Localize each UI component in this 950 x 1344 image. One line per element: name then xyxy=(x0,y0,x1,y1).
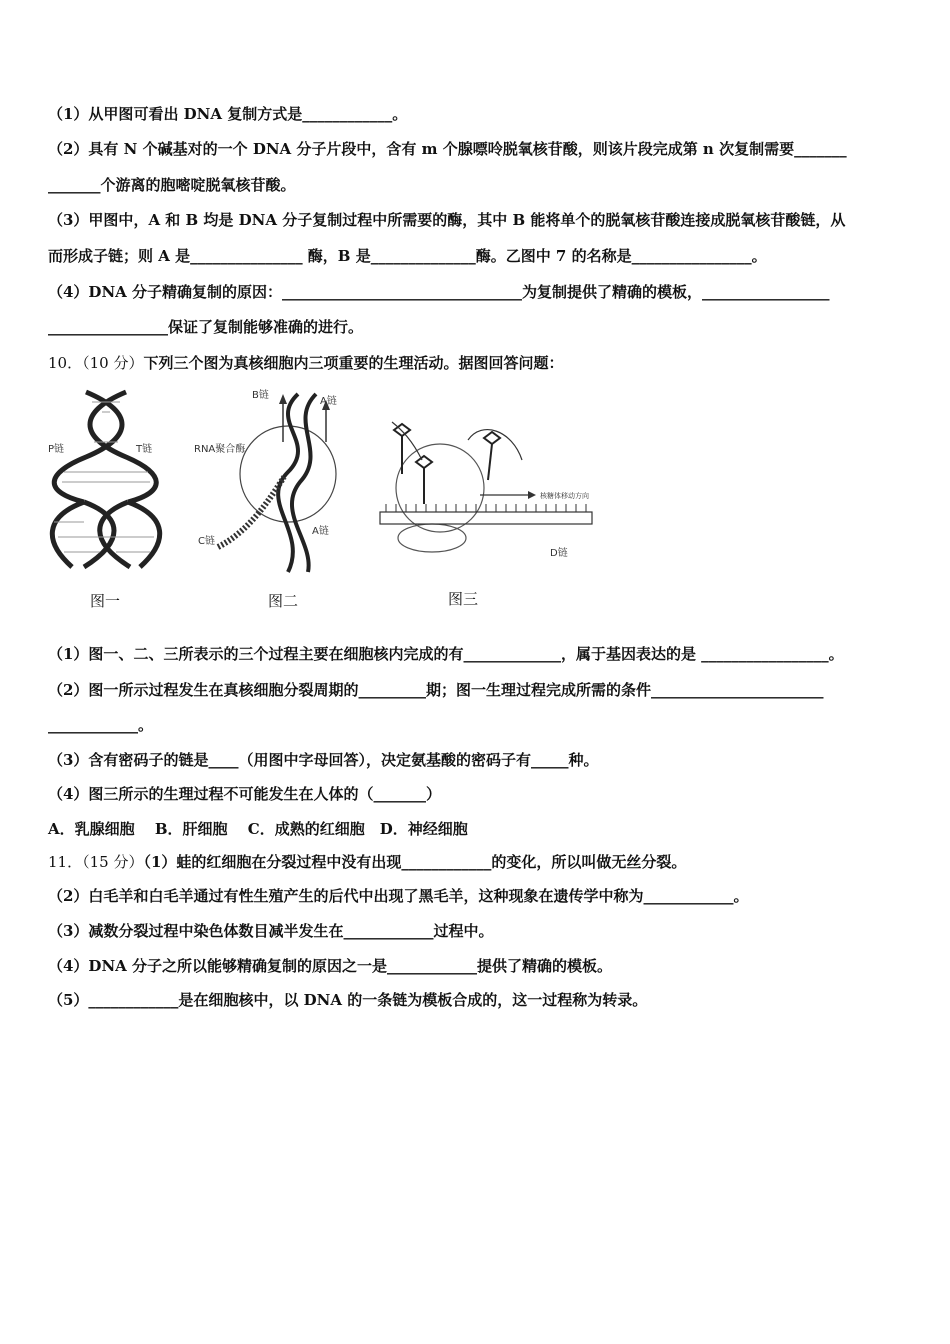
fig2-label-c: C链 xyxy=(198,536,215,547)
q9-part3-line1: （3）甲图中，A 和 B 均是 DNA 分子复制过程中所需要的酶，其中 B 能将单个的脱氧核苷酸连接成脱氧核苷酸链，从 xyxy=(48,211,846,229)
q11-part2: （2）白毛羊和白毛羊通过有性生殖产生的后代中出现了黑毛羊，这种现象在遗传学中称为____________。 xyxy=(48,887,749,905)
fig3-caption: 图三 xyxy=(448,590,479,608)
q10-part2-line2: ____________。 xyxy=(48,716,154,734)
q9-part2-line1: （2）具有 N 个碱基对的一个 DNA 分子片段中，含有 m 个腺嘌呤脱氧核苷酸，则该片段完成第 n 次复制需要_______ xyxy=(48,140,847,158)
q10-options: A．乳腺细胞 B．肝细胞 C．成熟的红细胞 D．神经细胞 xyxy=(48,820,468,838)
q11-part1: （1）蛙的红细胞在分裂过程中没有出现____________的变化，所以叫做无丝分裂。 xyxy=(143,853,687,871)
fig1-label-t: T链 xyxy=(136,444,153,455)
q10-intro: 下列三个图为真核细胞内三项重要的生理活动。据图回答问题： xyxy=(143,354,564,372)
figure-three-translation xyxy=(372,400,602,570)
fig2-caption: 图二 xyxy=(268,592,299,610)
q11-part3: （3）减数分裂过程中染色体数目减半发生在____________过程中。 xyxy=(48,922,494,940)
fig3-label-direction: 核糖体移动方向 xyxy=(540,492,589,500)
q10-part1: （1）图一、二、三所表示的三个过程主要在细胞核内完成的有_____________，属于基因表达的是 _________________。 xyxy=(48,645,844,663)
fig2-label-rna-polymerase: RNA聚合酶 xyxy=(194,444,246,455)
q9-part1: （1）从甲图可看出 DNA 复制方式是____________。 xyxy=(48,105,408,123)
fig2-label-a-top: A链 xyxy=(320,396,337,407)
q11-part5: （5）____________是在细胞核中，以 DNA 的一条链为模板合成的，这一过程称为转录。 xyxy=(48,991,648,1009)
q10-header xyxy=(48,352,563,373)
q11-header xyxy=(48,851,686,872)
q9-part3-line2: 而形成子链；则 A 是_______________ 酶，B 是______________酶。乙图中 7 的名称是________________。 xyxy=(48,247,767,265)
q11-part4: （4）DNA 分子之所以能够精确复制的原因之一是____________提供了精确的模板。 xyxy=(48,957,613,975)
q10-part4: （4）图三所示的生理过程不可能发生在人体的（_______） xyxy=(48,785,441,803)
q10-number: 10．（10 分） xyxy=(48,354,144,372)
q9-part4-line2: ________________保证了复制能够准确的进行。 xyxy=(48,318,364,336)
q10-part2-line1: （2）图一所示过程发生在真核细胞分裂周期的_________期；图一生理过程完成所需的条件_______________________ xyxy=(48,681,824,699)
fig1-caption: 图一 xyxy=(90,592,121,610)
q11-number: 11．（15 分） xyxy=(48,853,144,871)
fig1-label-p: P链 xyxy=(48,444,65,455)
fig2-label-b: B链 xyxy=(252,390,269,401)
fig3-label-d: D链 xyxy=(550,548,568,559)
figure-two-transcription xyxy=(188,382,358,582)
fig2-label-a-bottom: A链 xyxy=(312,526,329,537)
q10-part3: （3）含有密码子的链是____（用图中字母回答），决定氨基酸的密码子有_____种。 xyxy=(48,751,599,769)
q9-part4-line1: （4）DNA 分子精确复制的原因：________________________________为复制提供了精确的模板，_________________ xyxy=(48,283,830,301)
figure-one-dna-replication xyxy=(44,382,174,582)
q9-part2-line2: _______个游离的胞嘧啶脱氧核苷酸。 xyxy=(48,176,296,194)
